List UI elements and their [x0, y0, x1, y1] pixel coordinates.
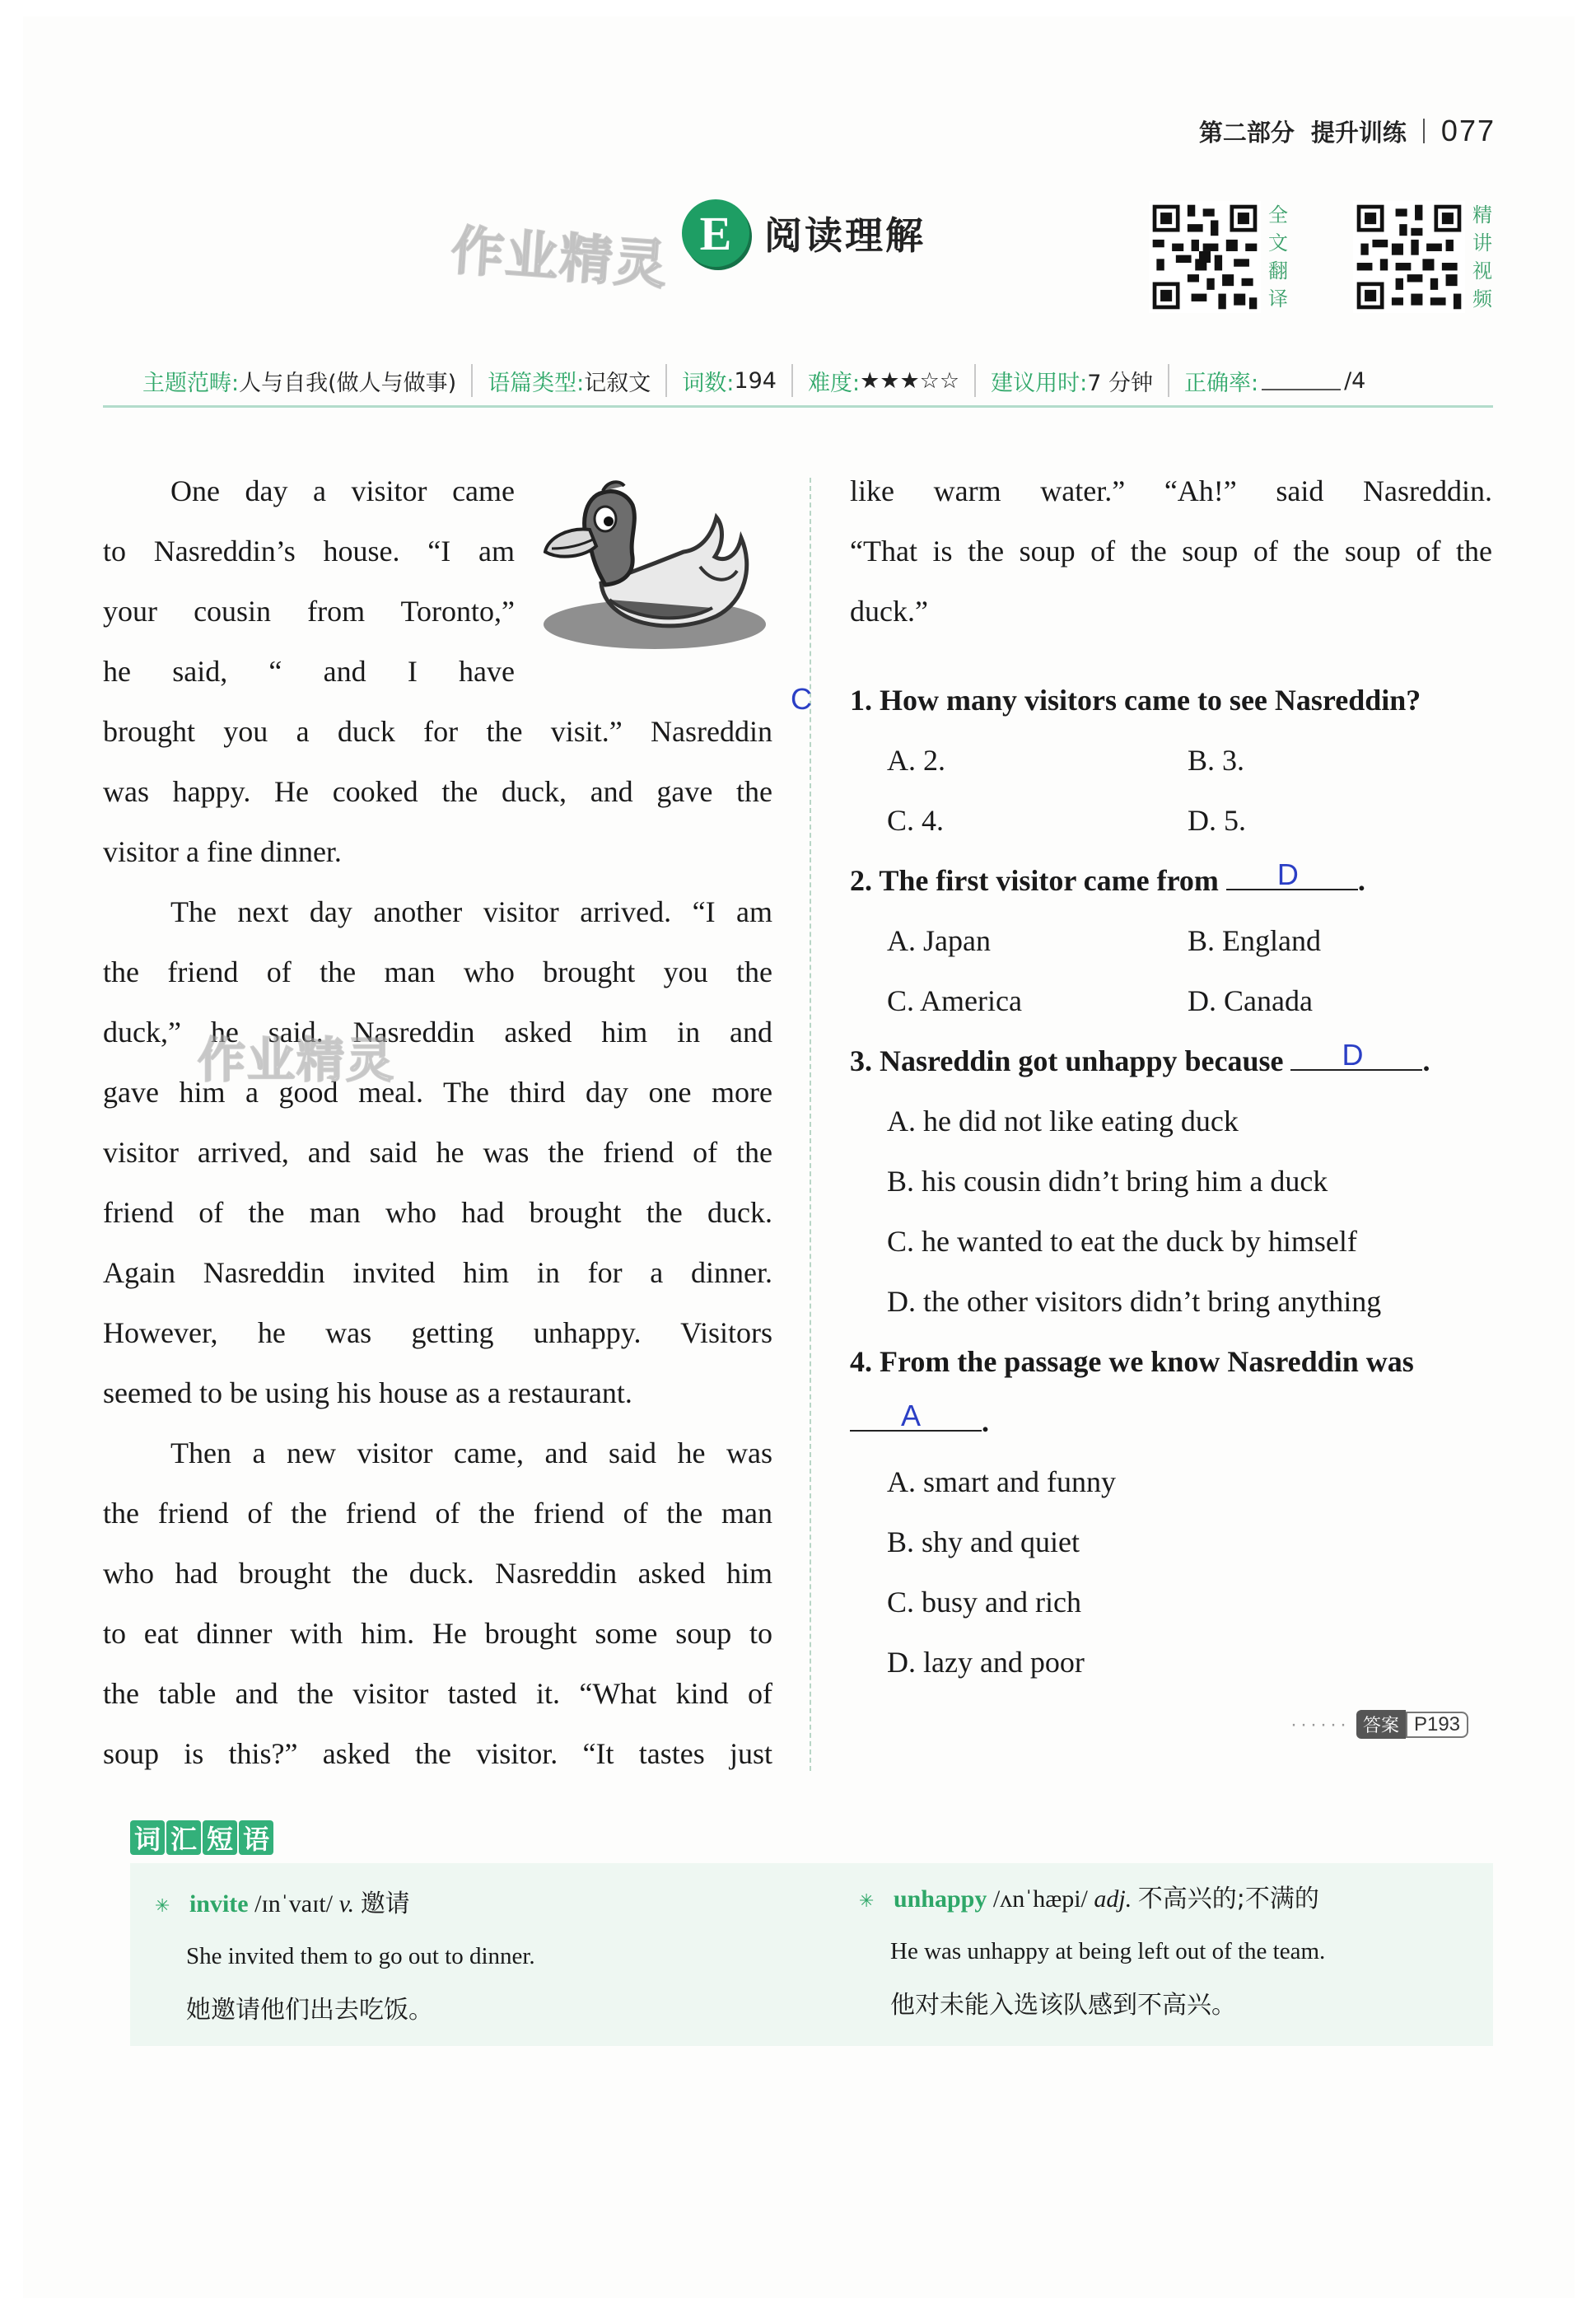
- section-label: 第二部分: [1198, 118, 1295, 147]
- question-1: 1. How many visitors came to see Nasreddin?: [850, 684, 1421, 717]
- vocab-item-unhappy: [859, 1875, 1325, 2033]
- passage-line: soup is this?” asked the visitor. “It tastes just: [103, 1737, 772, 1770]
- question-1-options: [850, 731, 1492, 851]
- qr-code-translation-icon[interactable]: [1149, 201, 1261, 313]
- section-title: [682, 199, 926, 267]
- answer-blank[interactable]: [850, 1397, 982, 1432]
- option[interactable]: D. 5.: [1188, 804, 1246, 837]
- info-theme: 主题范畴: 人与自我(做人与做事): [103, 364, 473, 397]
- passage-line: to Nasreddin’s house. “I am: [103, 535, 515, 568]
- vocab-heading: 词 汇 短 语: [130, 1820, 273, 1855]
- header-divider: [1423, 119, 1425, 143]
- question-4: 4. From the passage we know Nasreddin was: [850, 1345, 1414, 1378]
- passage-line: visitor a fine dinner.: [103, 835, 342, 868]
- passage-line: friend of the man who had brought the duck.: [103, 1196, 772, 1229]
- passage-line: gave him a good meal. The third day one more: [103, 1076, 772, 1109]
- answer-blank[interactable]: [1226, 856, 1358, 890]
- info-difficulty: 难度: ★★★☆☆: [793, 364, 976, 397]
- passage-line: The next day another visitor arrived. “I am: [170, 895, 772, 928]
- passage-line: like warm water.” “Ah!” said Nasreddin.: [850, 474, 1492, 507]
- option[interactable]: D. lazy and poor: [887, 1646, 1085, 1679]
- section-title-text: 阅读理解: [764, 213, 926, 258]
- info-word-count: 词数: 194: [667, 364, 793, 397]
- vocab-item-invite: [155, 1880, 535, 2038]
- section-badge: E: [682, 199, 749, 267]
- accuracy-blank[interactable]: [1262, 371, 1341, 390]
- handwritten-answer-q1: C: [791, 682, 812, 716]
- watermark: 作业精灵: [449, 220, 670, 297]
- answer-page: P193: [1406, 1712, 1468, 1738]
- passage-line: duck.”: [850, 595, 928, 628]
- passage-line: he said, “ and I have: [103, 655, 515, 688]
- qr-label-video: 精 讲 视 频: [1472, 203, 1492, 311]
- option[interactable]: D. Canada: [1188, 984, 1313, 1017]
- option[interactable]: B. 3.: [1188, 744, 1245, 777]
- leader-dots: ······: [1290, 1712, 1350, 1735]
- passage-line: Then a new visitor came, and said he was: [170, 1436, 772, 1469]
- page-number: 077: [1440, 114, 1496, 147]
- vocab-word: invite: [189, 1890, 249, 1918]
- question-2: 2. The first visitor came from D .: [850, 851, 1492, 911]
- option[interactable]: D. the other visitors didn’t bring anything: [887, 1285, 1382, 1318]
- vocab-box: [130, 1863, 1493, 2046]
- passage-line: Again Nasreddin invited him in for a dinner.: [103, 1256, 772, 1289]
- vocab-meaning: 邀请: [360, 1890, 410, 1918]
- vocab-example: He was unhappy at being left out of the team.: [890, 1938, 1326, 1964]
- vocab-meaning: 不高兴的;不满的: [1137, 1885, 1319, 1913]
- passage-line: was happy. He cooked the duck, and gave the: [103, 775, 772, 808]
- answer-label: 答案: [1356, 1710, 1406, 1739]
- passage-line: seemed to be using his house as a restaurant.: [103, 1376, 632, 1409]
- passage-line: “That is the soup of the soup of the soup of the: [850, 535, 1492, 568]
- info-accuracy: 正确率: /4: [1183, 367, 1366, 396]
- option[interactable]: A. he did not like eating duck: [887, 1105, 1239, 1137]
- vocab-pos: v.: [338, 1890, 355, 1918]
- option[interactable]: A. 2.: [887, 744, 945, 777]
- passage-line: brought you a duck for the visit.” Nasreddin: [103, 715, 772, 748]
- passage-line: to eat dinner with him. He brought some soup to: [103, 1617, 772, 1650]
- page-header: [1199, 114, 1496, 148]
- option[interactable]: B. shy and quiet: [887, 1525, 1080, 1558]
- questions-column: [850, 461, 1492, 1693]
- answer-blank[interactable]: [1290, 1036, 1422, 1071]
- passage-line: visitor arrived, and said he was the friend of the: [103, 1136, 772, 1169]
- handwritten-answer: D: [1276, 857, 1299, 891]
- qr-label-translation: 全 文 翻 译: [1268, 203, 1288, 311]
- info-bar: [103, 356, 1493, 408]
- passage-line: the friend of the friend of the friend of the man: [103, 1497, 772, 1530]
- passage-line: who had brought the duck. Nasreddin asked him: [103, 1557, 772, 1590]
- vocab-phonetic: /ɪnˈvaɪt/: [254, 1890, 334, 1918]
- qr-code-video-icon[interactable]: [1353, 201, 1465, 313]
- info-genre: 语篇类型: 记叙文: [473, 364, 667, 397]
- option[interactable]: C. he wanted to eat the duck by himself: [887, 1225, 1357, 1258]
- vocab-example: She invited them to go out to dinner.: [186, 1943, 535, 1969]
- subsection-label: 提升训练: [1310, 118, 1407, 147]
- vocab-translation: 他对未能入选该队感到不高兴。: [890, 1991, 1236, 2020]
- option[interactable]: C. busy and rich: [887, 1586, 1081, 1619]
- vocab-translation: 她邀请他们出去吃饭。: [186, 1996, 433, 2025]
- passage-line: the table and the visitor tasted it. “What kind of: [103, 1677, 772, 1710]
- passage-line: your cousin from Toronto,”: [103, 595, 515, 628]
- passage-line: One day a visitor came: [170, 474, 515, 507]
- vocab-phonetic: /ʌnˈhæpi/: [992, 1885, 1088, 1913]
- answer-reference[interactable]: [1290, 1710, 1468, 1739]
- option[interactable]: A. smart and funny: [887, 1465, 1116, 1498]
- asterisk-icon: ✳: [859, 1891, 875, 1912]
- question-3: 3. Nasreddin got unhappy because D .: [850, 1031, 1492, 1091]
- passage-line: duck,” he said. Nasreddin asked him in and: [103, 1016, 772, 1049]
- passage: [103, 461, 772, 1784]
- option[interactable]: B. England: [1188, 924, 1321, 957]
- handwritten-answer: D: [1342, 1038, 1364, 1072]
- watermark: 作业精灵: [198, 1032, 396, 1088]
- passage-line: the friend of the man who brought you the: [103, 955, 772, 988]
- option[interactable]: C. America: [887, 984, 1022, 1017]
- passage-line: However, he was getting unhappy. Visitors: [103, 1316, 772, 1349]
- asterisk-icon: ✳: [155, 1896, 170, 1917]
- option[interactable]: A. Japan: [887, 924, 991, 957]
- option[interactable]: C. 4.: [887, 804, 945, 837]
- column-divider: [810, 478, 811, 1771]
- question-4-blank-line: A .: [850, 1392, 1492, 1452]
- vocab-pos: adj.: [1094, 1885, 1132, 1913]
- question-2-options: [850, 911, 1492, 1031]
- vocab-word: unhappy: [893, 1885, 987, 1913]
- info-time: 建议用时: 7 分钟: [976, 364, 1169, 397]
- handwritten-answer: A: [901, 1399, 922, 1432]
- option[interactable]: B. his cousin didn’t bring him a duck: [887, 1165, 1328, 1198]
